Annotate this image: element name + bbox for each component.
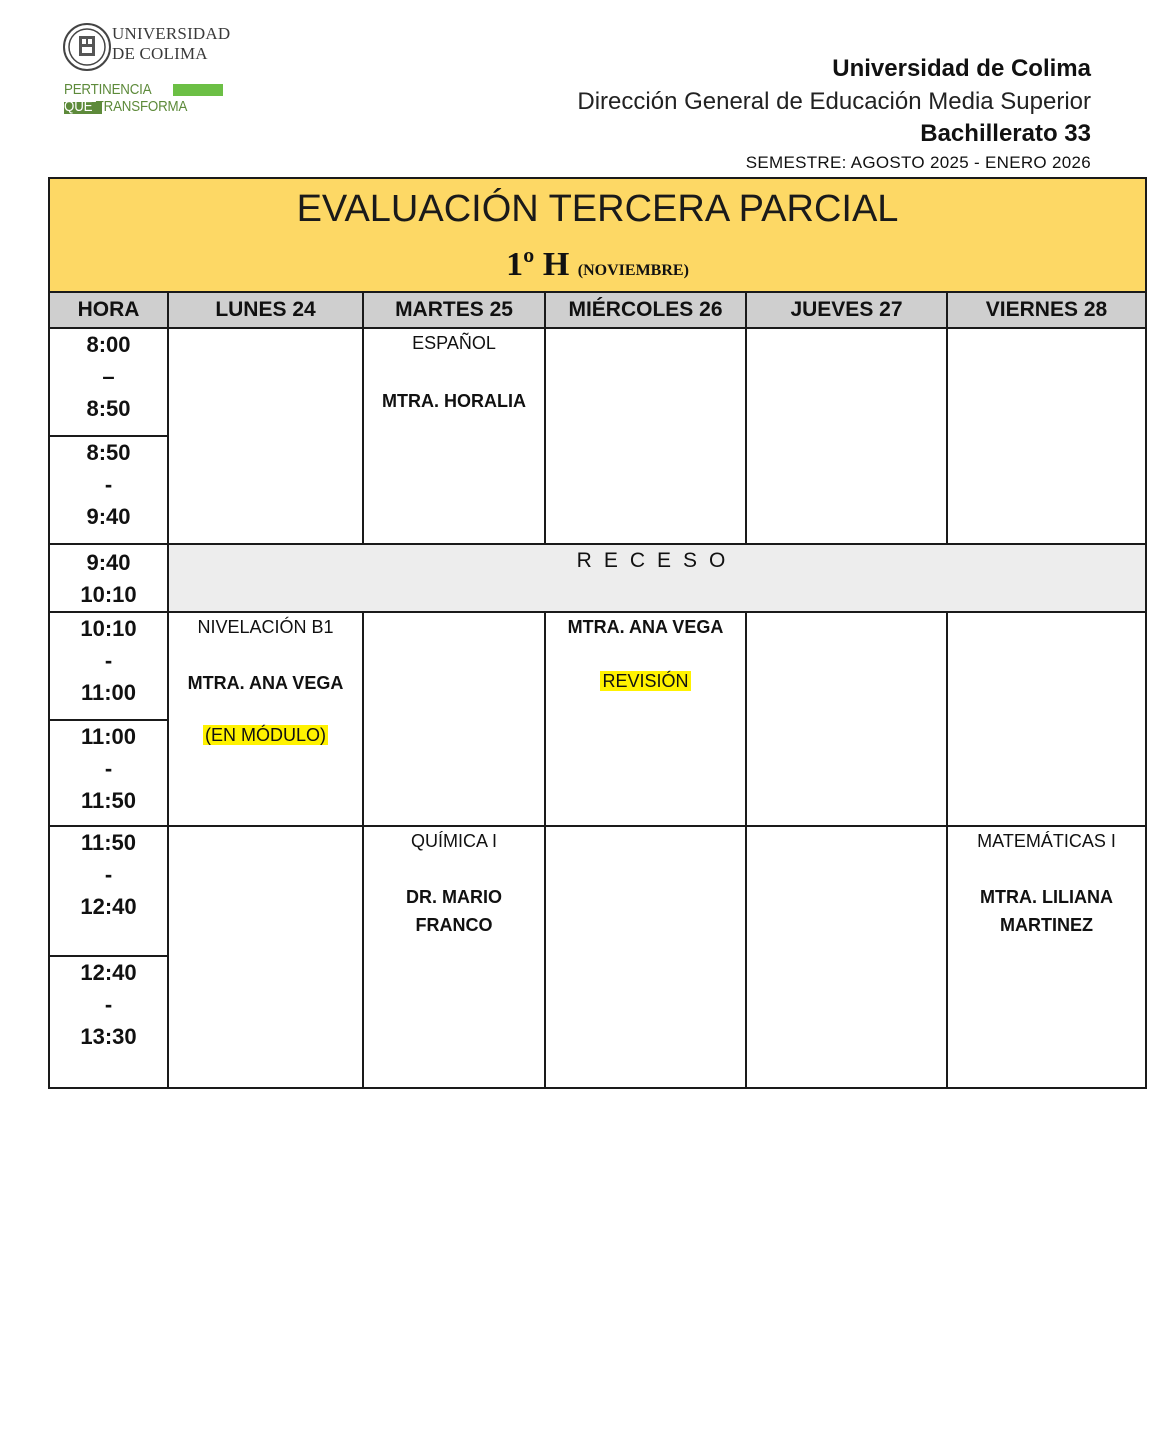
hour-cell: 8:00 – 8:50: [49, 328, 168, 436]
schedule-title-cell: [49, 178, 1146, 292]
subject-label: ESPAÑOL: [412, 333, 496, 353]
teacher-label: MARTINEZ: [1000, 915, 1093, 935]
slot-viernes-1: [947, 328, 1146, 544]
slot-miercoles-3: [545, 826, 746, 1088]
slot-lunes-1: [168, 328, 363, 544]
slot-lunes-2: [168, 612, 363, 826]
university-logo: [62, 18, 232, 122]
hour-cell: 9:40 10:10: [49, 544, 168, 612]
slot-viernes-3: [947, 826, 1146, 1088]
slot-jueves-2: [746, 612, 947, 826]
slot-martes-3: [363, 826, 545, 1088]
hour-cell: 8:50 - 9:40: [49, 436, 168, 544]
slot-jueves-3: [746, 826, 947, 1088]
subject-label: NIVELACIÓN B1: [197, 617, 334, 637]
slot-martes-1: [363, 328, 545, 544]
note-label: (EN MÓDULO): [205, 725, 326, 745]
teacher-label: MTRA. HORALIA: [382, 391, 526, 411]
slot-martes-2: [363, 612, 545, 826]
logo-tagline-2: QUE TRANSFORMA: [64, 99, 188, 115]
teacher-label: MTRA. LILIANA: [980, 887, 1113, 907]
schedule-title: EVALUACIÓN TERCERA PARCIAL: [296, 188, 899, 230]
teacher-label: MTRA. ANA VEGA: [187, 673, 344, 693]
slot-miercoles-1: [545, 328, 746, 544]
slot-viernes-2: [947, 612, 1146, 826]
exam-schedule-table: [48, 177, 1147, 1089]
subject-label: QUÍMICA I: [410, 831, 497, 851]
col-hora: HORA: [49, 292, 168, 328]
teacher-label: DR. MARIO: [406, 887, 502, 907]
slot-lunes-3: [168, 826, 363, 1088]
teacher-label: MTRA. ANA VEGA: [567, 617, 724, 637]
direction-name: Dirección General de Educación Media Superior: [577, 88, 1091, 115]
col-lunes: LUNES 24: [168, 292, 363, 328]
subject-label: MATEMÁTICAS I: [977, 831, 1116, 851]
hour-cell: 11:00 - 11:50: [49, 720, 168, 826]
semester-label: SEMESTRE: AGOSTO 2025 - ENERO 2026: [745, 153, 1091, 172]
teacher-label: FRANCO: [415, 915, 493, 935]
university-seal-icon: [62, 22, 112, 72]
logo-tagline-1: PERTINENCIA: [64, 82, 152, 98]
group-label: 1º H (NOVIEMBRE): [506, 246, 689, 283]
logo-university-name: UNIVERSIDAD DE COLIMA: [112, 24, 231, 63]
document-header: [577, 52, 1091, 176]
institution-name: Universidad de Colima: [832, 55, 1091, 82]
hour-cell: 11:50 - 12:40: [49, 826, 168, 956]
hour-cell: 12:40 - 13:30: [49, 956, 168, 1088]
col-martes: MARTES 25: [363, 292, 545, 328]
logo-green-bar: [173, 84, 223, 96]
col-jueves: JUEVES 27: [746, 292, 947, 328]
hour-cell: 10:10 - 11:00: [49, 612, 168, 720]
school-name: Bachillerato 33: [920, 120, 1091, 147]
receso-cell: RECESO: [168, 544, 1146, 612]
col-miercoles: MIÉRCOLES 26: [545, 292, 746, 328]
note-label: REVISIÓN: [602, 671, 689, 691]
column-header-row: [49, 292, 1146, 328]
slot-miercoles-2: [545, 612, 746, 826]
slot-jueves-1: [746, 328, 947, 544]
col-viernes: VIERNES 28: [947, 292, 1146, 328]
